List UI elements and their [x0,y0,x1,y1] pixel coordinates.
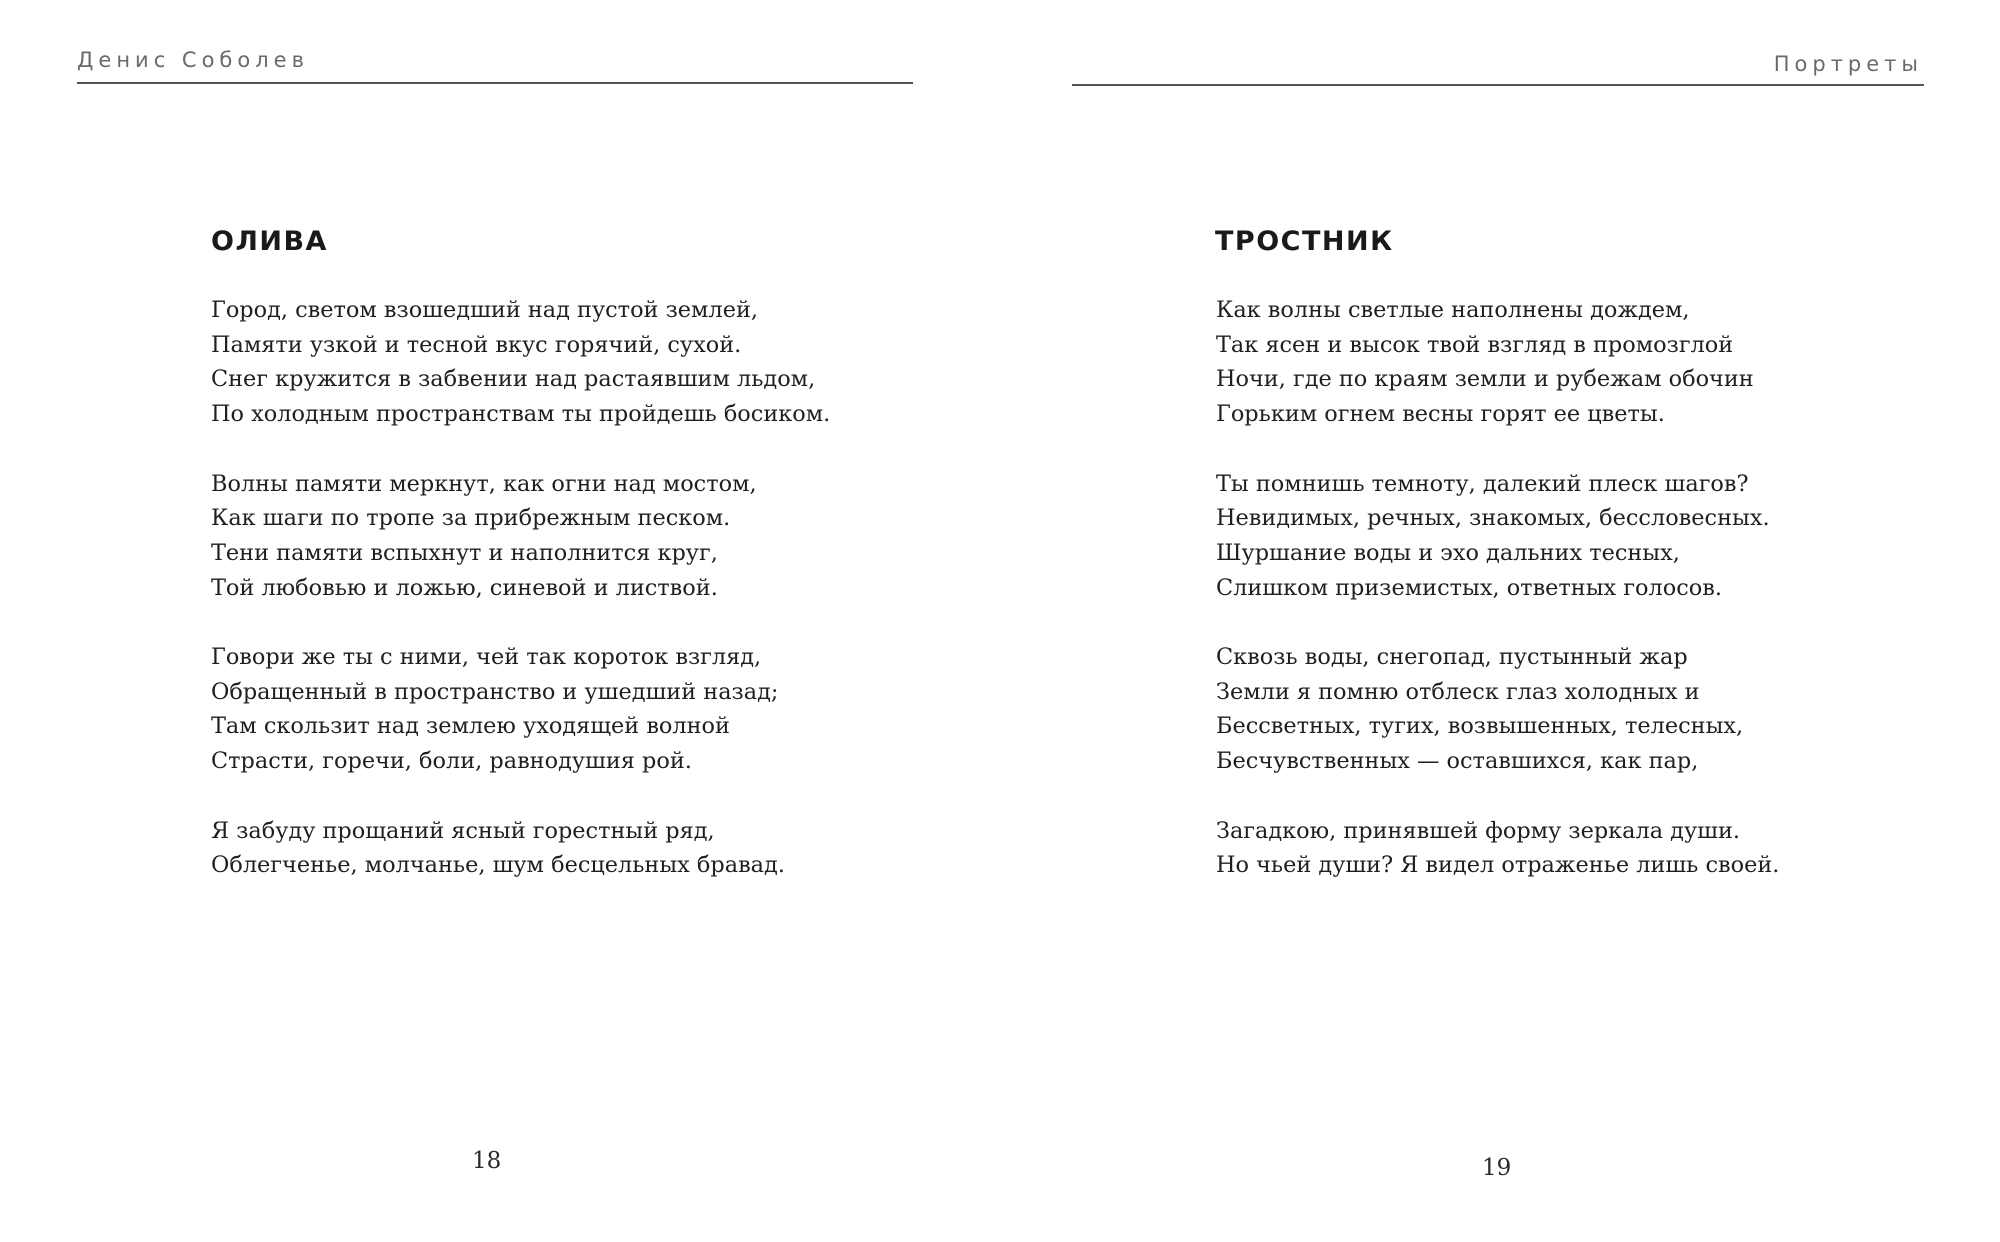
poem-line: По холодным пространствам ты пройдешь босиком. [211,401,831,428]
stanza [211,467,830,606]
poem-line: Я забуду прощаний ясный горестный ряд, [211,817,715,844]
running-head-author: Денис Соболев [77,48,309,72]
poem-line: Волны памяти меркнут, как огни над мостом, [211,470,757,497]
stanza [211,293,830,432]
stanza [1216,467,1779,606]
stanza [1216,640,1779,779]
right-page [1000,0,2000,1242]
poem-line: Загадкою, принявшей форму зеркала души. [1216,817,1741,844]
stanza [1216,293,1779,432]
poem-line: Слишком приземистых, ответных голосов. [1216,574,1722,601]
poem-line: Как шаги по тропе за прибрежным песком. [211,505,731,532]
poem-line: Памяти узкой и тесной вкус горячий, сухой. [211,331,742,358]
stanza [1216,814,1779,883]
poem-line: Так ясен и высок твой взгляд в промозглой [1216,331,1734,358]
running-head-book-title: Портреты [1773,52,1923,76]
poem-line: Той любовью и ложью, синевой и листвой. [211,574,718,601]
poem-line: Земли я помню отблеск глаз холодных и [1216,678,1700,705]
poem-line: Говори же ты с ними, чей так короток взгляд, [211,644,762,670]
page-number: 19 [1482,1155,1512,1181]
poem-title: ОЛИВА [211,226,328,257]
poem-body [211,293,830,883]
poem-line: Невидимых, речных, знакомых, бессловесных. [1216,505,1770,532]
poem-line: Там скользит над землею уходящей волной [211,713,730,740]
poem-line: Тени памяти вспыхнут и наполнится круг, [211,539,718,566]
poem-line: Бесчувственных — оставшихся, как пар, [1216,748,1699,775]
page-number: 18 [472,1148,502,1174]
poem-line: Бессветных, тугих, возвышенных, телесных, [1216,713,1744,740]
header-rule [1072,84,1924,86]
poem-body [1216,293,1779,883]
stanza [211,640,830,779]
poem-line: Обращенный в пространство и ушедший назад; [211,678,779,705]
poem-line: Облегченье, молчанье, шум бесцельных бравад. [211,852,785,879]
poem-line: Город, светом взошедший над пустой землей, [211,297,758,323]
poem-line: Страсти, горечи, боли, равнодушия рой. [211,748,692,775]
poem-line: Как волны светлые наполнены дождем, [1216,297,1690,323]
poem-title: ТРОСТНИК [1215,226,1394,257]
poem-line: Шуршание воды и эхо дальних тесных, [1216,539,1680,566]
poem-line: Снег кружится в забвении над растаявшим льдом, [211,366,816,393]
header-rule [77,82,913,84]
poem-line: Горьким огнем весны горят ее цветы. [1216,401,1665,428]
poem-line: Ты помнишь темноту, далекий плеск шагов? [1216,470,1749,497]
stanza [211,814,830,883]
poem-line: Но чьей души? Я видел отраженье лишь своей. [1216,852,1780,879]
poem-line: Ночи, где по краям земли и рубежам обочин [1216,366,1754,393]
poem-line: Сквозь воды, снегопад, пустынный жар [1216,644,1688,670]
